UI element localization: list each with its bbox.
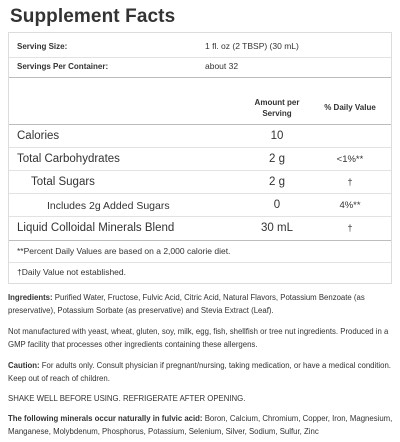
nutrient-row [9, 171, 391, 193]
nutrient-amount: 2 g [269, 176, 285, 188]
nutrient-amount: 2 g [269, 153, 285, 165]
nutrient-amount: 0 [273, 199, 281, 211]
divider [9, 262, 391, 263]
servings-per-container-label: Servings Per Container: [17, 62, 109, 71]
allergen-paragraph: Not manufactured with yeast, wheat, gluten, soy, milk, egg, fish, shellfish or tree nut ingredients. Produced in a GMP facility that processes other ingredients containing these allergens. [8, 327, 389, 349]
nutrient-row [9, 194, 391, 216]
shake-instructions: SHAKE WELL BEFORE USING. REFRIGERATE AFTER OPENING. [8, 394, 246, 403]
nutrient-row [9, 125, 391, 147]
nutrient-name: Includes 2g Added Sugars [47, 200, 170, 212]
nutrient-daily-value: <1%** [336, 154, 364, 165]
minerals-text: Boron, Calcium, Chromium, Copper, Iron, Magnesium, Manganese, Molybdenum, Phosphorus, Potassium, Selenium, Silver, Sodium, Sulfur, Zinc [8, 414, 393, 436]
footnote-dv-not-established: †Daily Value not established. [17, 267, 126, 277]
nutrient-name: Total Sugars [31, 176, 95, 188]
nutrient-row [9, 217, 391, 239]
nutrient-name: Total Carbohydrates [17, 153, 120, 165]
ingredients-label: Ingredients: [8, 293, 53, 302]
nutrient-row [9, 148, 391, 170]
minerals-paragraph [8, 413, 394, 438]
nutrient-amount: 30 mL [261, 222, 293, 234]
caution-text: For adults only. Consult physician if pregnant/nursing, taking medication, or have a medical condition. Keep out of reach of children. [8, 361, 391, 383]
daily-value-header: % Daily Value [324, 103, 376, 112]
nutrient-daily-value: 4%** [339, 200, 361, 211]
divider [9, 77, 391, 78]
amount-header-line1: Amount per [254, 98, 300, 107]
serving-size-label: Serving Size: [17, 42, 68, 51]
nutrient-name: Calories [17, 130, 60, 142]
nutrient-daily-value: † [347, 223, 353, 233]
nutrient-daily-value: † [347, 177, 353, 187]
divider [9, 240, 391, 241]
ingredients-paragraph [8, 292, 394, 317]
nutrient-name: Liquid Colloidal Minerals Blend [17, 222, 175, 234]
serving-size-value: 1 fl. oz (2 TBSP) (30 mL) [205, 41, 299, 51]
amount-header-line2: Serving [262, 109, 292, 118]
ingredients-text: Purified Water, Fructose, Fulvic Acid, Citric Acid, Natural Flavors, Potassium Benzoate (as preservative), Potassium Sorbate (as preservative) and Stevia Extract (Leaf). [8, 293, 365, 315]
caution-paragraph [8, 360, 394, 385]
nutrient-amount: 10 [270, 130, 284, 142]
amount-per-serving-header [249, 97, 305, 119]
servings-per-container-value: about 32 [205, 61, 239, 71]
minerals-label: The following minerals occur naturally in fulvic acid: [8, 414, 203, 423]
caution-label: Caution: [8, 361, 40, 370]
footnote-percent-dv: **Percent Daily Values are based on a 2,000 calorie diet. [17, 246, 231, 256]
divider [9, 57, 391, 58]
supplement-facts-panel [8, 32, 392, 284]
page-title: Supplement Facts [10, 6, 176, 27]
